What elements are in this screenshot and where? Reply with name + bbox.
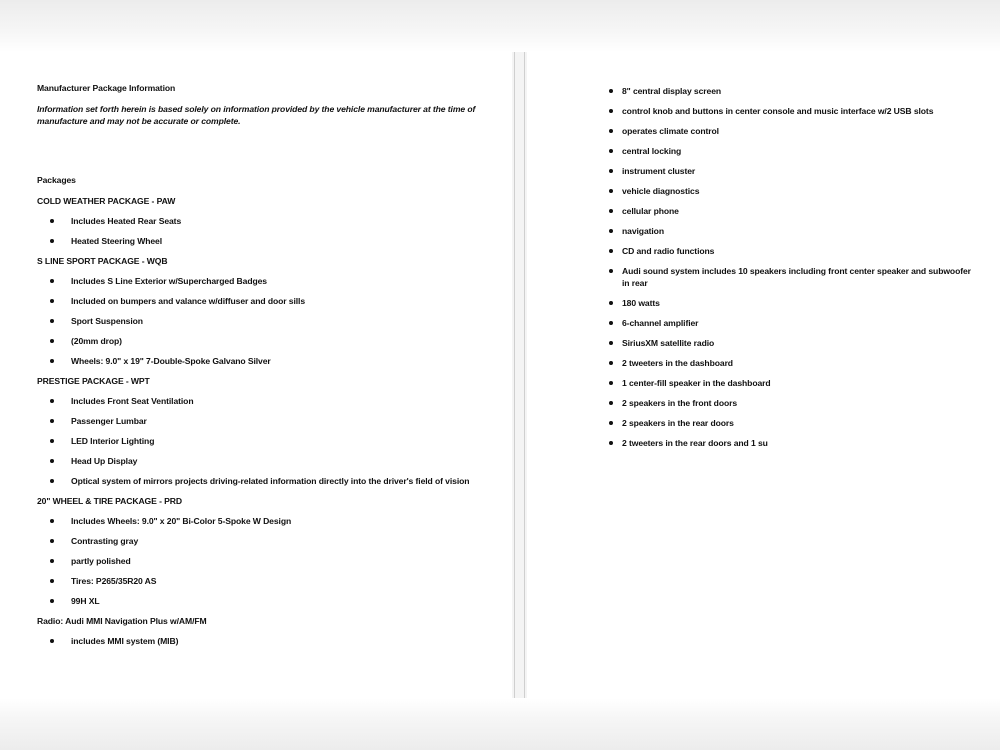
list-item-text: navigation <box>622 226 664 236</box>
list-item <box>609 165 979 177</box>
list-item <box>609 105 979 117</box>
top-background-band <box>0 0 1000 52</box>
list-item <box>37 535 477 547</box>
bullet-icon <box>50 599 54 603</box>
bullet-icon <box>50 239 54 243</box>
bullet-icon <box>609 189 613 193</box>
bullet-icon <box>609 421 613 425</box>
list-item-text: central locking <box>622 146 682 156</box>
list-item <box>609 225 979 237</box>
list-item-text: Tires: P265/35R20 AS <box>71 576 157 586</box>
list-item <box>609 417 979 429</box>
list-item <box>37 515 477 527</box>
bullet-icon <box>609 269 613 273</box>
bullet-icon <box>609 229 613 233</box>
list-item <box>37 595 477 607</box>
list-item-text: instrument cluster <box>622 166 696 176</box>
list-item-text: partly polished <box>71 556 131 566</box>
package-items-list <box>37 215 477 247</box>
package-items-list <box>37 275 477 367</box>
list-item <box>609 205 979 217</box>
package-items-list <box>37 395 477 487</box>
list-item <box>37 475 477 487</box>
list-item-text: 2 speakers in the rear doors <box>622 418 734 428</box>
packages-heading: Packages <box>37 175 76 185</box>
bullet-icon <box>609 109 613 113</box>
list-item <box>609 297 979 309</box>
list-item <box>37 395 477 407</box>
list-item-text: Includes S Line Exterior w/Supercharged Badges <box>71 276 267 286</box>
bullet-icon <box>50 419 54 423</box>
list-item-text: Contrasting gray <box>71 536 139 546</box>
right-document-page <box>527 52 1000 698</box>
list-item <box>609 317 979 329</box>
right-page-content <box>609 85 979 457</box>
list-item-text: Sport Suspension <box>71 316 143 326</box>
left-page-content <box>37 83 477 655</box>
bullet-icon <box>609 401 613 405</box>
bullet-icon <box>609 249 613 253</box>
bullet-icon <box>609 129 613 133</box>
list-item-text: 2 speakers in the front doors <box>622 398 738 408</box>
list-item-text: Audi sound system includes 10 speakers including front center speaker and subwoofer in rear <box>622 266 971 288</box>
page-gutter <box>512 52 527 698</box>
list-item <box>609 85 979 97</box>
bullet-icon <box>50 399 54 403</box>
bullet-icon <box>50 339 54 343</box>
list-item <box>37 635 477 647</box>
left-document-page <box>0 52 512 698</box>
package-name: Radio: Audi MMI Navigation Plus w/AM/FM <box>37 616 207 626</box>
list-item-text: includes MMI system (MIB) <box>71 636 179 646</box>
package-items-list <box>37 515 477 607</box>
list-item-text: Heated Steering Wheel <box>71 236 163 246</box>
list-item-text: 6-channel amplifier <box>622 318 699 328</box>
package-name: S LINE SPORT PACKAGE - WQB <box>37 256 168 266</box>
list-item-text: 8" central display screen <box>622 86 722 96</box>
list-item-text: SiriusXM satellite radio <box>622 338 715 348</box>
list-item-text: operates climate control <box>622 126 719 136</box>
list-item-text: Optical system of mirrors projects driving-related information directly into the driver's field of vision <box>71 476 470 486</box>
list-item-text: Includes Wheels: 9.0" x 20" Bi-Color 5-Spoke W Design <box>71 516 292 526</box>
bullet-icon <box>50 559 54 563</box>
list-item-text: 1 center-fill speaker in the dashboard <box>622 378 771 388</box>
bullet-icon <box>50 319 54 323</box>
bullet-icon <box>50 519 54 523</box>
bullet-icon <box>50 219 54 223</box>
bullet-icon <box>609 321 613 325</box>
package-items-list <box>37 635 477 647</box>
list-item <box>609 145 979 157</box>
list-item <box>37 335 477 347</box>
disclaimer-text: Information set forth herein is based solely on information provided by the vehicle manufacturer at the time of manufacture and may not be accurate or complete. <box>37 104 476 126</box>
list-item <box>609 377 979 389</box>
bullet-icon <box>609 149 613 153</box>
list-item <box>37 415 477 427</box>
list-item <box>609 397 979 409</box>
bullet-icon <box>50 299 54 303</box>
bullet-icon <box>609 89 613 93</box>
package-sections <box>37 195 477 647</box>
bullet-icon <box>50 459 54 463</box>
bullet-icon <box>609 361 613 365</box>
list-item-text: Wheels: 9.0" x 19" 7-Double-Spoke Galvano Silver <box>71 356 271 366</box>
bullet-icon <box>609 381 613 385</box>
list-item <box>37 455 477 467</box>
package-name: COLD WEATHER PACKAGE - PAW <box>37 196 176 206</box>
list-item <box>609 265 979 289</box>
bullet-icon <box>50 439 54 443</box>
list-item <box>37 275 477 287</box>
bullet-icon <box>50 639 54 643</box>
list-item-text: 2 tweeters in the rear doors and 1 su <box>622 438 768 448</box>
list-item-text: 180 watts <box>622 298 660 308</box>
list-item-text: Included on bumpers and valance w/diffuser and door sills <box>71 296 306 306</box>
list-item <box>609 125 979 137</box>
list-item <box>37 315 477 327</box>
package-name: PRESTIGE PACKAGE - WPT <box>37 376 150 386</box>
list-item <box>37 295 477 307</box>
bullet-icon <box>609 341 613 345</box>
list-item-text: Includes Heated Rear Seats <box>71 216 182 226</box>
bullet-icon <box>50 279 54 283</box>
list-item <box>37 355 477 367</box>
package-name: 20" WHEEL & TIRE PACKAGE - PRD <box>37 496 182 506</box>
bullet-icon <box>609 169 613 173</box>
list-item-text: Head Up Display <box>71 456 138 466</box>
bullet-icon <box>50 539 54 543</box>
list-item-text: 99H XL <box>71 596 100 606</box>
gutter-line <box>524 52 525 698</box>
list-item-text: Includes Front Seat Ventilation <box>71 396 194 406</box>
radio-features-list <box>609 85 979 449</box>
list-item-text: LED Interior Lighting <box>71 436 155 446</box>
document-title: Manufacturer Package Information <box>37 83 176 93</box>
list-item-text: 2 tweeters in the dashboard <box>622 358 733 368</box>
list-item-text: Passenger Lumbar <box>71 416 147 426</box>
bullet-icon <box>50 359 54 363</box>
list-item <box>609 245 979 257</box>
bottom-background-band <box>0 698 1000 750</box>
gutter-line <box>514 52 515 698</box>
bullet-icon <box>609 301 613 305</box>
list-item <box>609 185 979 197</box>
bullet-icon <box>609 441 613 445</box>
list-item <box>609 437 979 449</box>
list-item <box>37 555 477 567</box>
list-item <box>37 435 477 447</box>
list-item <box>37 575 477 587</box>
list-item <box>609 337 979 349</box>
list-item-text: control knob and buttons in center console and music interface w/2 USB slots <box>622 106 934 116</box>
bullet-icon <box>50 479 54 483</box>
list-item-text: CD and radio functions <box>622 246 715 256</box>
list-item-text: cellular phone <box>622 206 679 216</box>
bullet-icon <box>50 579 54 583</box>
list-item <box>609 357 979 369</box>
list-item <box>37 215 477 227</box>
bullet-icon <box>609 209 613 213</box>
list-item-text: vehicle diagnostics <box>622 186 700 196</box>
list-item <box>37 235 477 247</box>
list-item-text: (20mm drop) <box>71 336 122 346</box>
